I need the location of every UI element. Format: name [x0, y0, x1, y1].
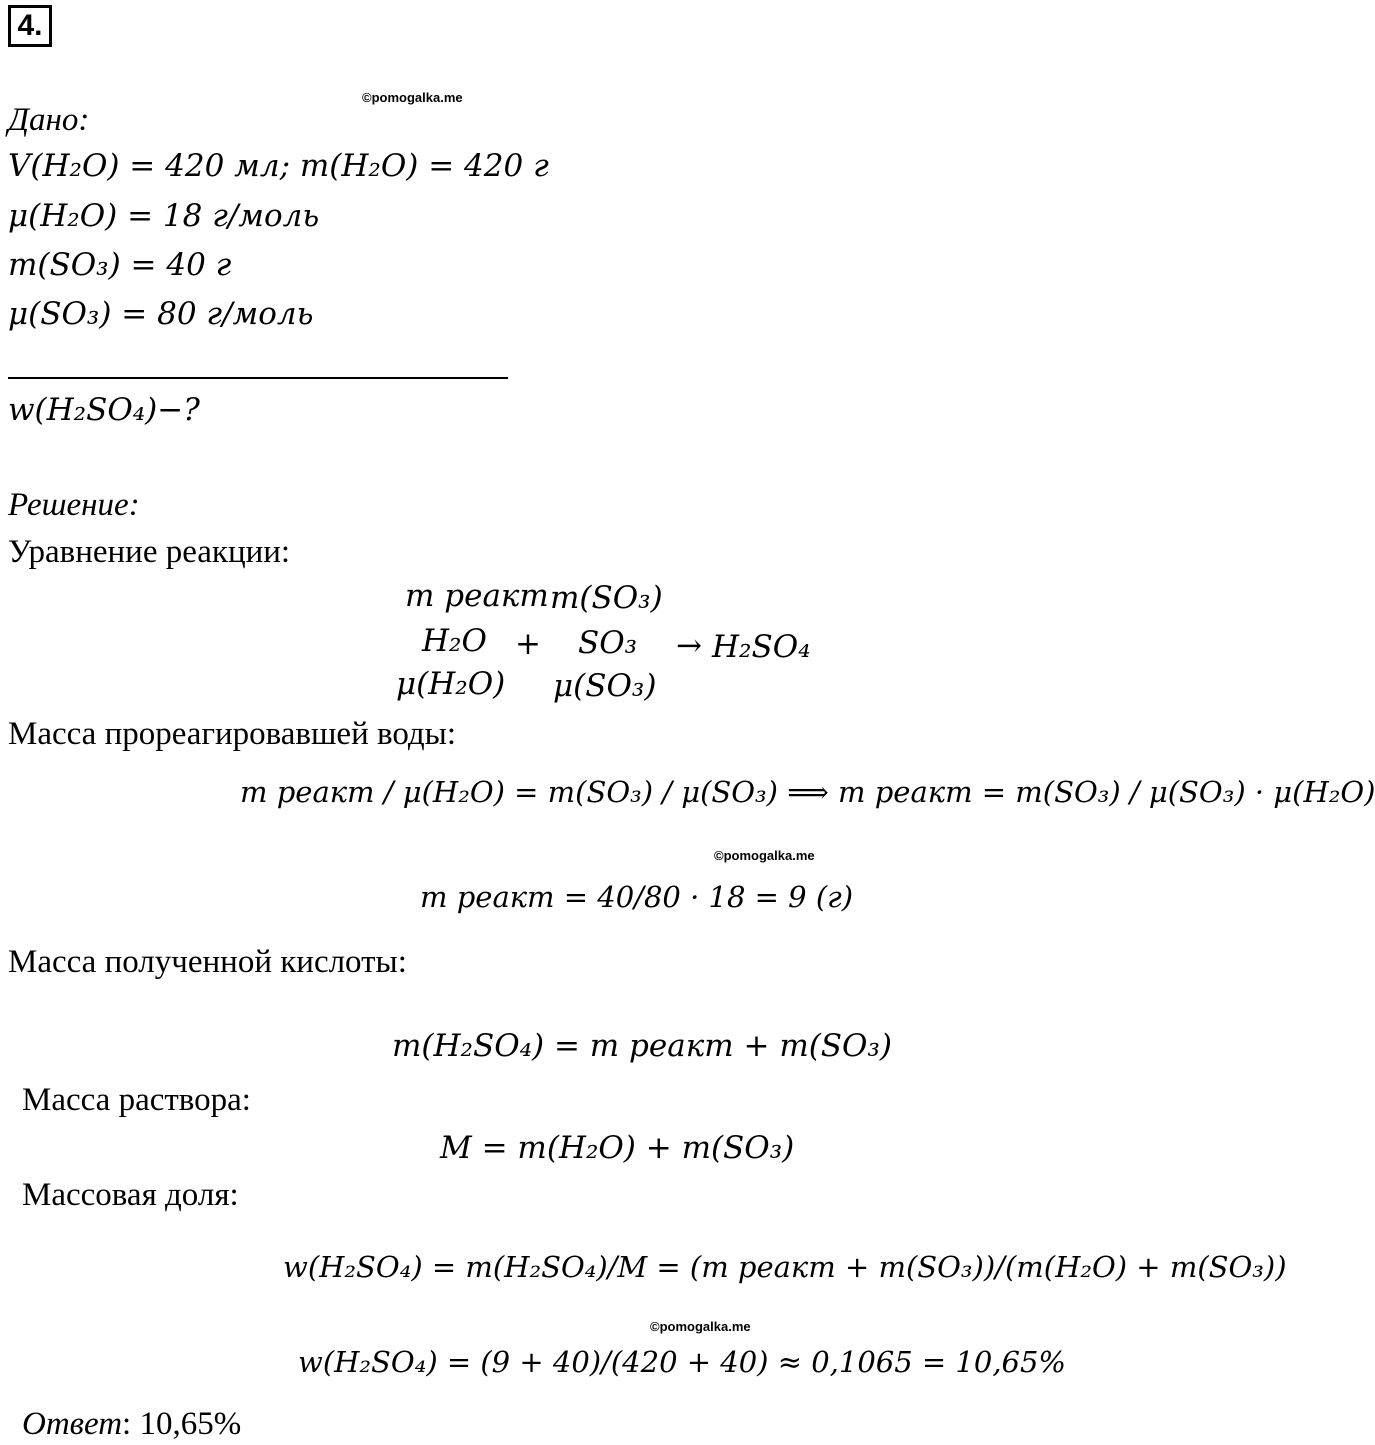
given-line-1: V(H₂O) = 420 мл; m(H₂O) = 420 г	[8, 148, 549, 184]
reaction-product: H₂SO₄	[712, 629, 811, 665]
given-divider	[8, 377, 508, 379]
acid-label: Масса полученной кислоты:	[8, 944, 407, 980]
reaction-bottom-right: μ(SO₃)	[553, 668, 657, 704]
given-line-3: m(SO₃) = 40 г	[8, 247, 232, 283]
watermark: ©pomogalka.me	[650, 1319, 751, 1334]
reaction-label: Уравнение реакции:	[8, 534, 291, 570]
reaction-plus: +	[515, 626, 541, 662]
answer-line	[22, 1406, 241, 1443]
reaction-reactant-2: SO₃	[578, 625, 638, 661]
fraction-equation-1: w(H₂SO₄) = m(H₂SO₄)/M = (m реакт + m(SO₃))/(m(H₂O) + m(SO₃))	[283, 1250, 1287, 1284]
solution-mass-label: Масса раствора:	[22, 1082, 251, 1118]
water-equation-1: m реакт / μ(H₂O) = m(SO₃) / μ(SO₃) ⟹ m реакт = m(SO₃) / μ(SO₃) · μ(H₂O)	[240, 775, 1375, 809]
solution-mass-equation: M = m(H₂O) + m(SO₃)	[440, 1130, 795, 1166]
acid-equation: m(H₂SO₄) = m реакт + m(SO₃)	[392, 1028, 892, 1064]
find-line: w(H₂SO₄)−?	[8, 392, 200, 428]
task-number: 4.	[8, 5, 52, 47]
given-heading: Дано:	[8, 102, 90, 138]
answer-label: Ответ	[22, 1406, 123, 1442]
watermark: ©pomogalka.me	[362, 90, 463, 105]
water-label: Масса прореагировавшей воды:	[8, 716, 457, 752]
water-equation-2: m реакт = 40/80 · 18 = 9 (г)	[420, 880, 854, 914]
reaction-arrow: →	[676, 628, 702, 664]
given-line-2: μ(H₂O) = 18 г/моль	[8, 198, 320, 234]
reaction-top-right: m(SO₃)	[550, 580, 663, 616]
fraction-label: Массовая доля:	[22, 1177, 239, 1213]
given-line-4: μ(SO₃) = 80 г/моль	[8, 296, 314, 332]
answer-value: : 10,65%	[122, 1406, 242, 1442]
reaction-reactant-1: H₂O	[422, 623, 487, 659]
fraction-equation-2: w(H₂SO₄) = (9 + 40)/(420 + 40) ≈ 0,1065 = 10,65%	[298, 1345, 1066, 1379]
reaction-bottom-left: μ(H₂O)	[396, 666, 506, 702]
solution-heading: Решение:	[8, 487, 140, 523]
watermark: ©pomogalka.me	[714, 848, 815, 863]
reaction-top-left: m реакт	[405, 578, 549, 614]
